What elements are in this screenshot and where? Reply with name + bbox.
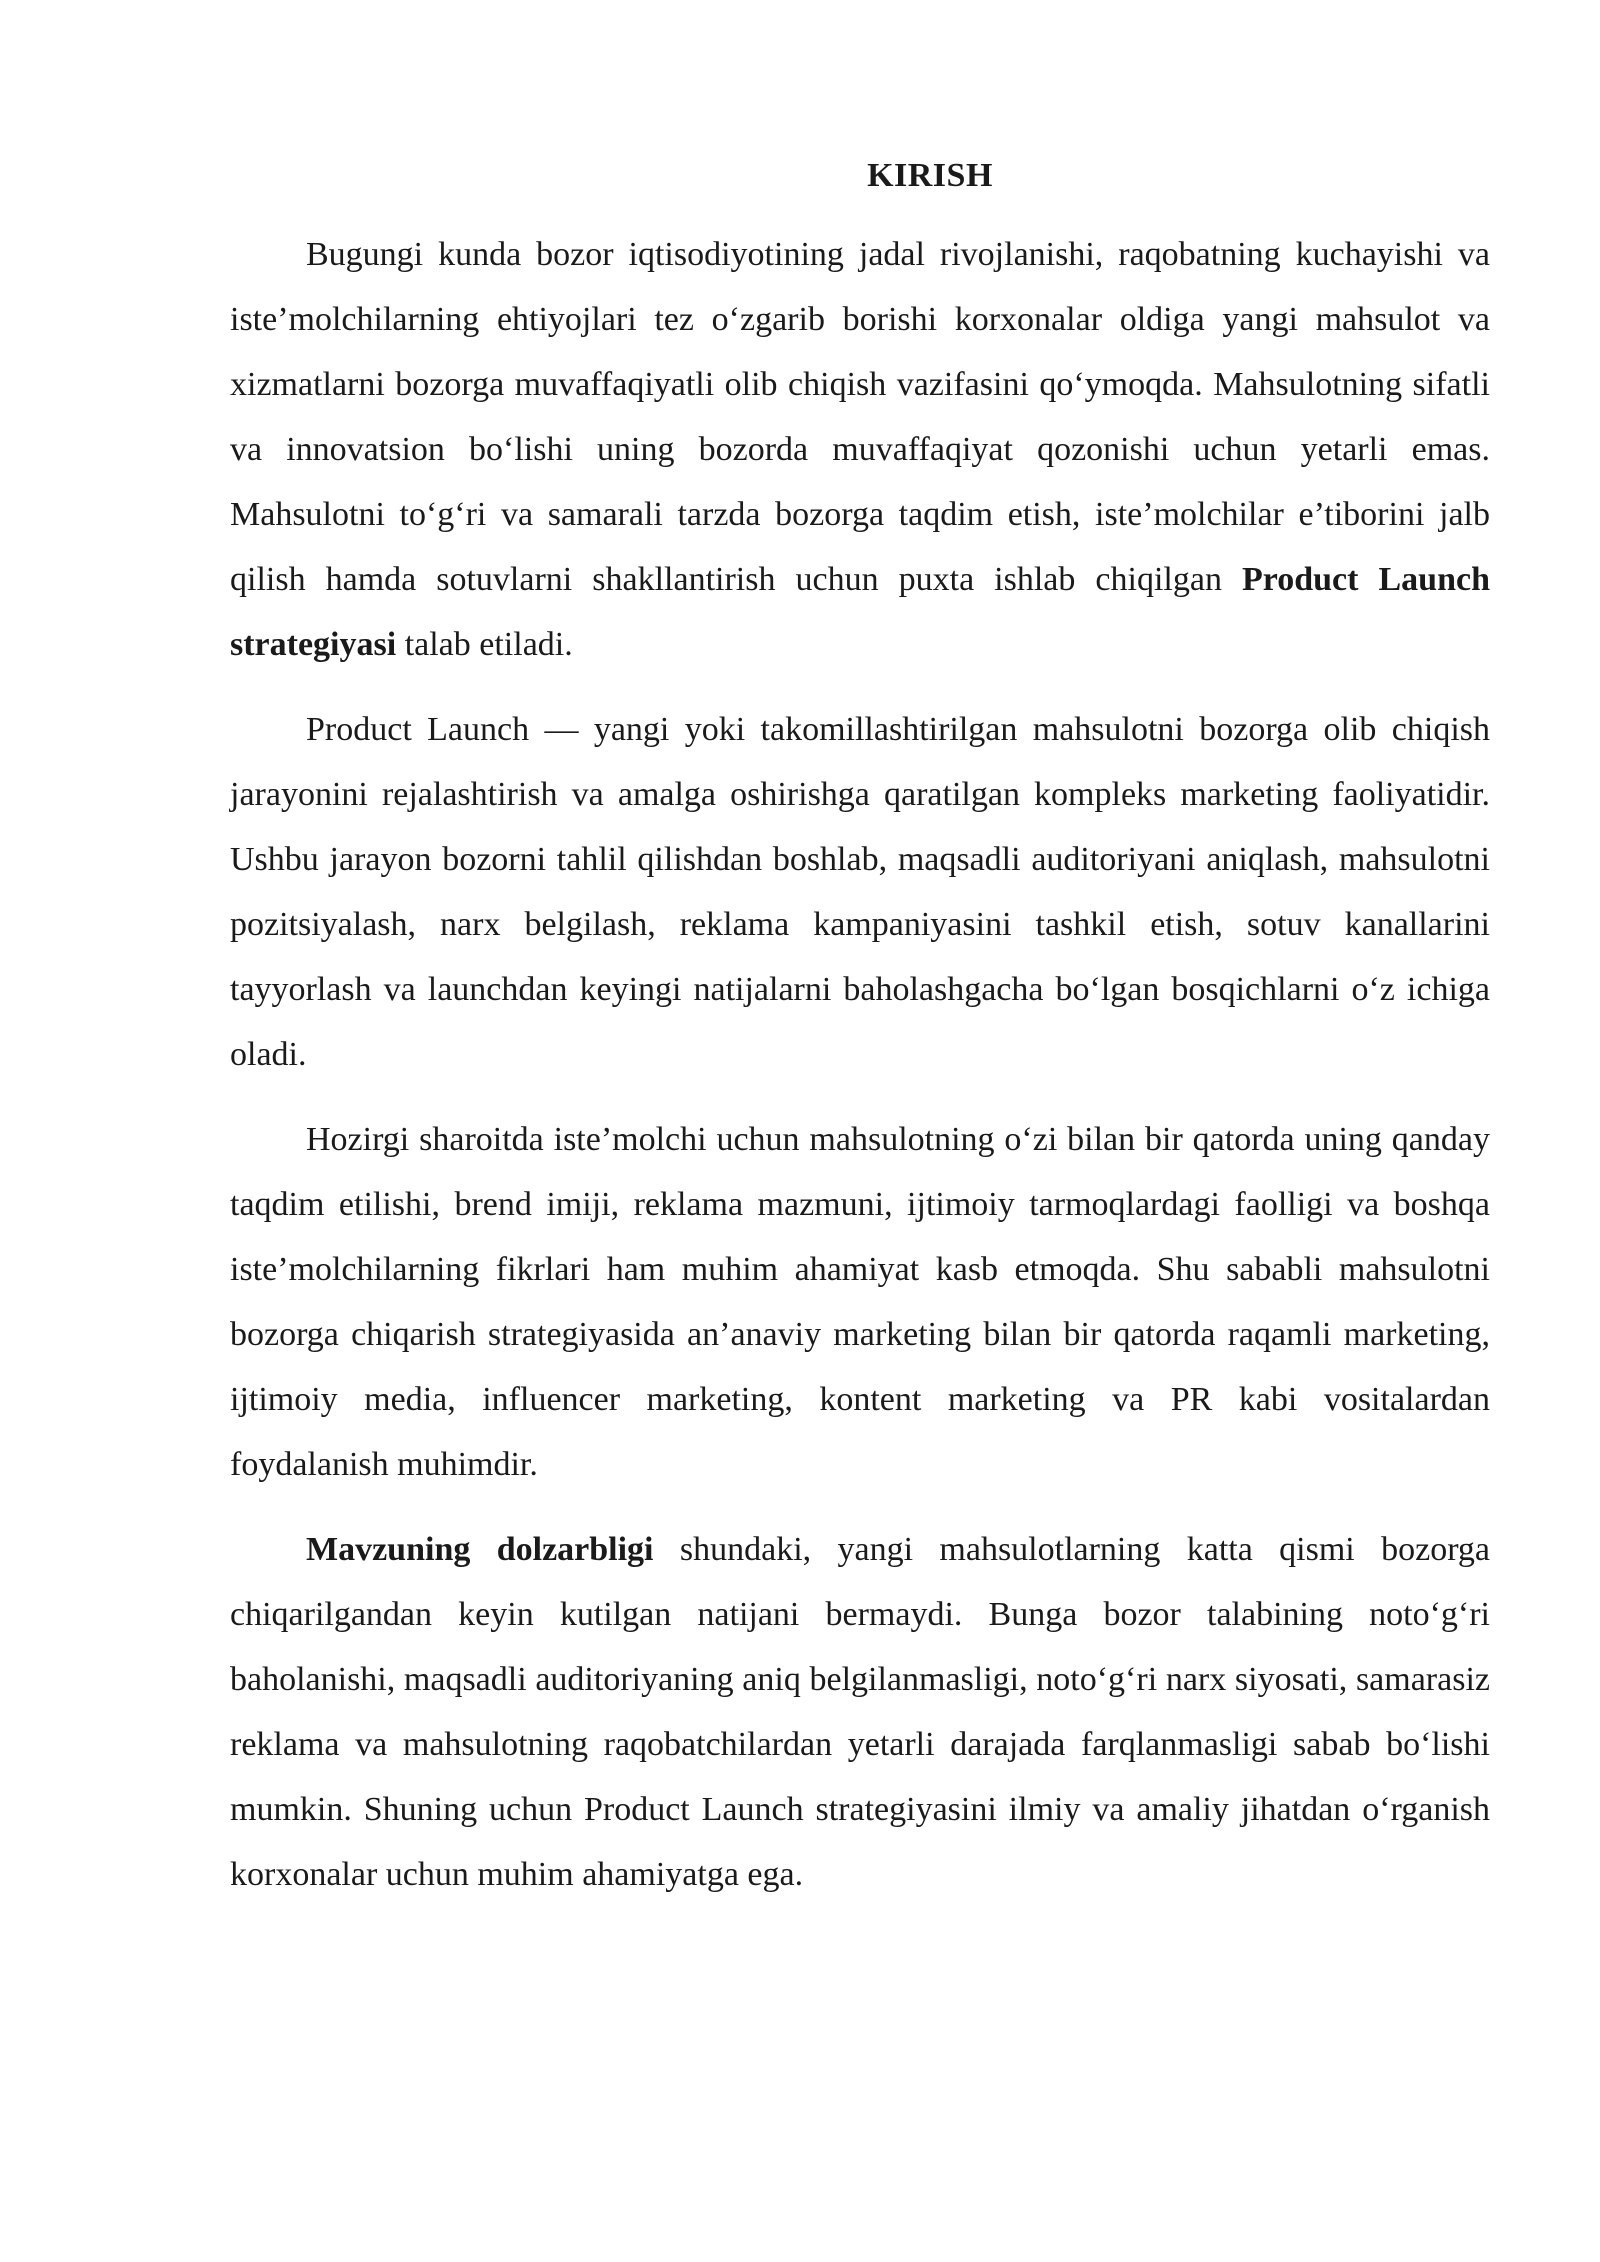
paragraph-context: Hozirgi sharoitda iste’molchi uchun mahsulotning o‘zi bilan bir qatorda uning qanday taqdim etilishi, brend imiji, reklama mazmuni, ijtimoiy tarmoqlardagi faolligi va boshqa iste’molchilarning fikrlari ham muhim ahamiyat kasb etmoqda. Shu sababli mahsulotni bozorga chiqarish strategiyasida an’anaviy marketing bilan bir qatorda raqamli marketing, ijtimoiy media, influencer marketing, kontent marketing va PR kabi vositalardan foydalanish muhimdir.: [230, 1121, 1490, 1483]
paragraph-text: Bugungi kunda bozor iqtisodiyotining jadal rivojlanishi, raqobatning kuchayishi va iste’molchilarning ehtiyojlari tez o‘zgarib borishi korxonalar oldiga yangi mahsulot va xizmatlarni bozorga muvaffaqiyatli olib chiqish vazifasini qo‘ymoqda. Mahsulotning sifatli va innovatsion bo‘lishi uning bozorda muvaffaqiyat qozonishi uchun yetarli emas. Mahsulotni to‘g‘ri va samarali tarzda bozorga taqdim etish, iste’molchilar e’tiborini jalb qilish hamda sotuvlarni shakllantirish uchun puxta ishlab chiqilgan: [230, 236, 1490, 598]
bold-term: Mavzuning dolzarbligi: [306, 1531, 654, 1568]
section-title: KIRISH: [867, 157, 993, 194]
paragraph-definition: Product Launch — yangi yoki takomillashtirilgan mahsulotni bozorga olib chiqish jarayonini rejalashtirish va amalga oshirishga qaratilgan kompleks marketing faoliyatidir. Ushbu jarayon bozorni tahlil qilishdan boshlab, maqsadli auditoriyani aniqlash, mahsulotni pozitsiyalash, narx belgilash, reklama kampaniyasini tashkil etish, sotuv kanallarini tayyorlash va launchdan keyingi natijalarni baholashgacha bo‘lgan bosqichlarni o‘z ichiga oladi.: [230, 711, 1490, 1073]
document-body: [230, 150, 1490, 1927]
bold-term: Product Launch strategiyasi: [230, 561, 1490, 663]
paragraph-text: talab etiladi.: [396, 626, 573, 663]
paragraph-intro: [230, 222, 1490, 677]
paragraph-relevance: [230, 1517, 1490, 1907]
paragraph-text: shundaki, yangi mahsulotlarning katta qismi bozorga chiqarilgandan keyin kutilgan natijani bermaydi. Bunga bozor talabining noto‘g‘ri baholanishi, maqsadli auditoriyaning aniq belgilanmasligi, noto‘g‘ri narx siyosati, samarasiz reklama va mahsulotning raqobatchilardan yetarli darajada farqlanmasligi sabab bo‘lishi mumkin. Shuning uchun Product Launch strategiyasini ilmiy va amaliy jihatdan o‘rganish korxonalar uchun muhim ahamiyatga ega.: [230, 1531, 1491, 1893]
